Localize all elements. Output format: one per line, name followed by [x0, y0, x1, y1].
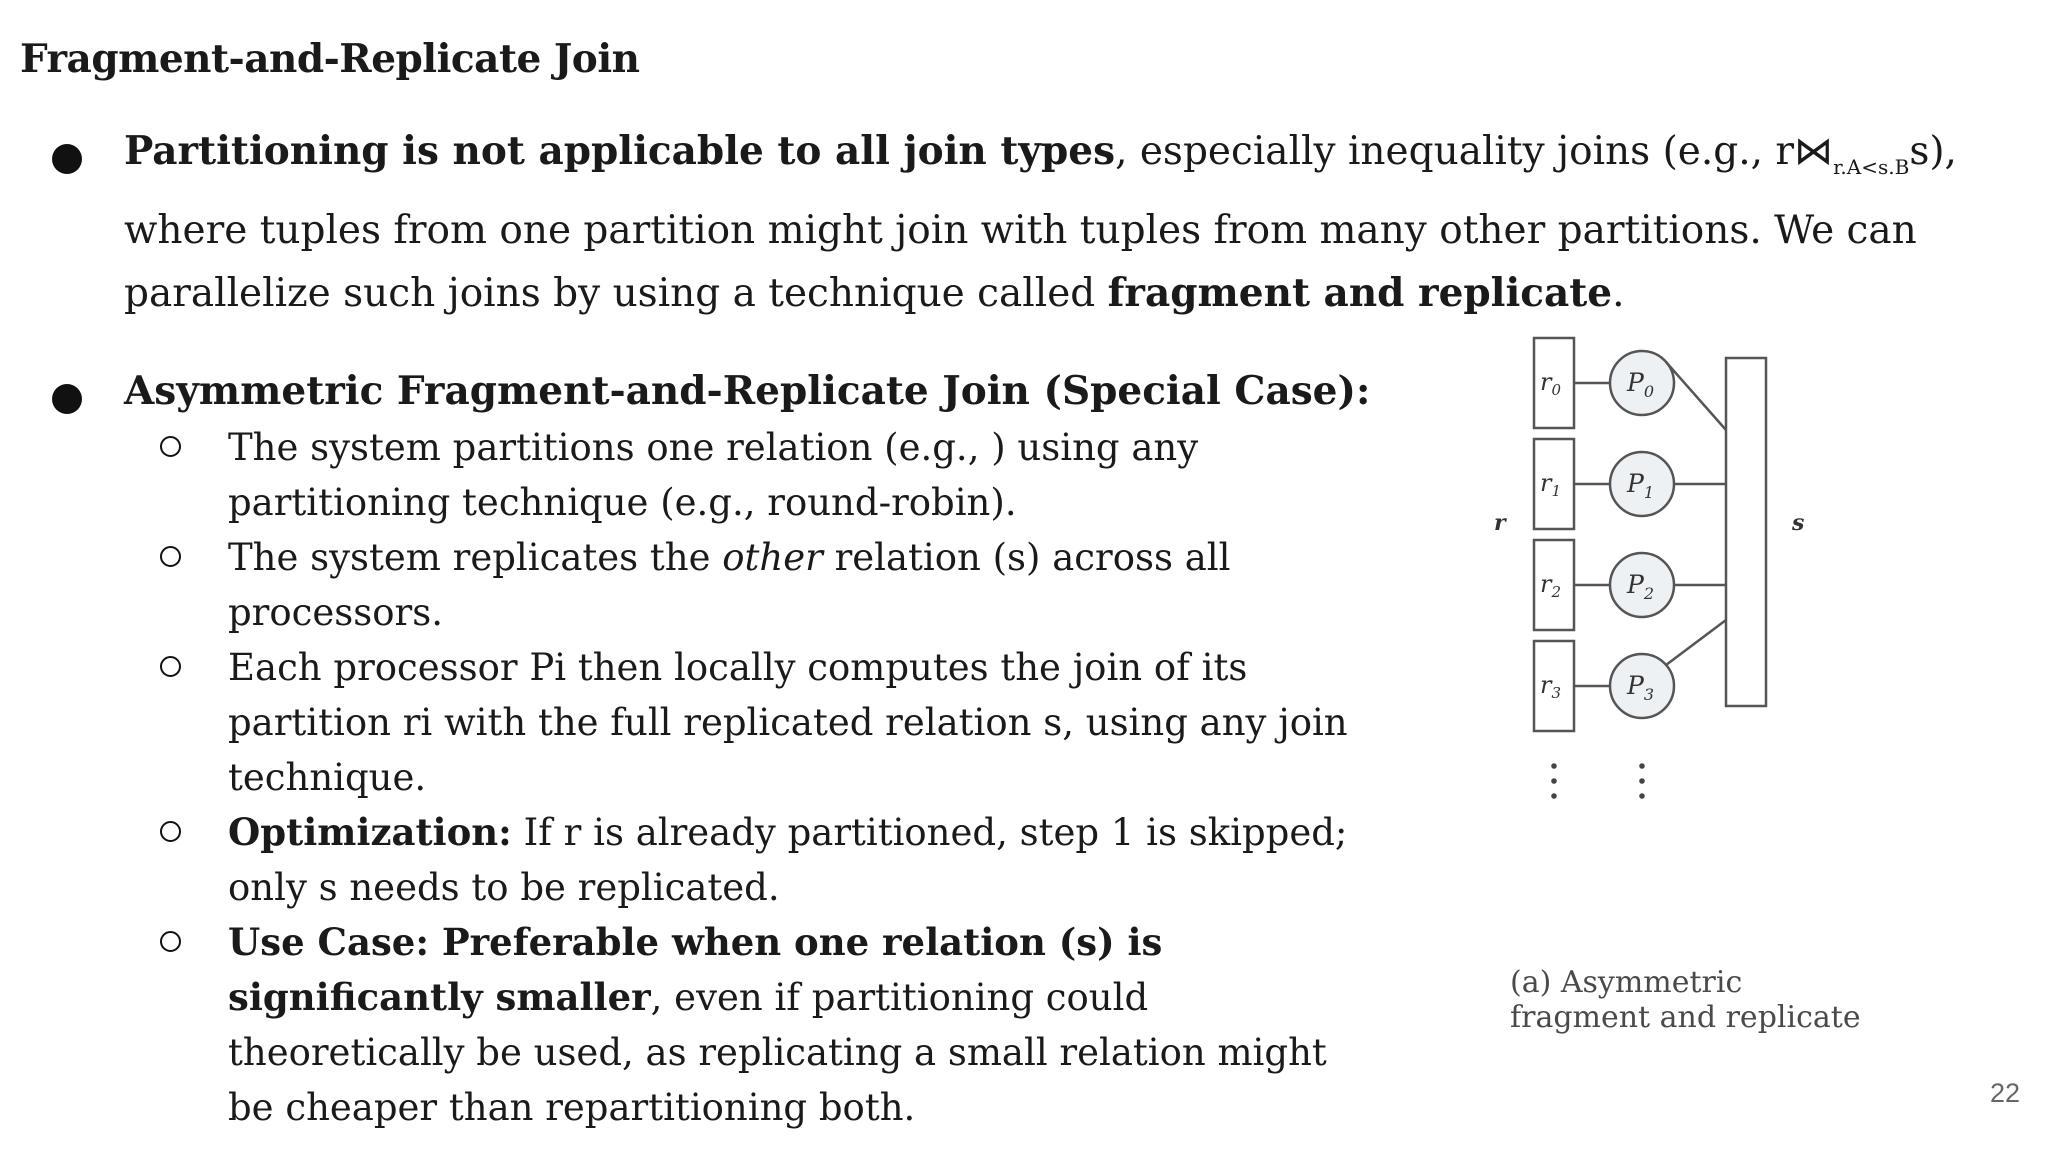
sub-bullet-emphasis: other [722, 536, 823, 579]
fragment-label-r0: $r_0$ [1540, 368, 1562, 399]
sub-bullet-replicate [228, 530, 1378, 640]
bullet-text: , especially inequality joins (e.g., r⋈ [1115, 129, 1834, 174]
sub-bullet-circle [160, 931, 181, 952]
fragment-label-r3: $r_3$ [1540, 671, 1562, 702]
replicated-relation-box [1726, 358, 1766, 706]
sub-bullet-list [228, 420, 1378, 1135]
fragment-label-r1: $r_1$ [1540, 469, 1562, 500]
sub-bullet-circle [160, 821, 181, 842]
continuation-ellipsis [1551, 763, 1645, 799]
caption-line: fragment and replicate [1510, 1000, 1861, 1035]
sub-bullet-optimization [228, 805, 1378, 915]
sub-bullet-text: Each processor Pi then locally computes the join of its partition ri with the full replicated relation s, using any join technique. [228, 646, 1348, 799]
relation-label-r: r [1494, 510, 1506, 536]
relation-label-s: s [1792, 510, 1805, 536]
bullet-dot [52, 144, 82, 174]
sub-bullet-text: The system partitions one relation (e.g., ) using any partitioning technique (e.g., round-robin). [228, 426, 1199, 524]
connector-p3-s [1666, 620, 1726, 665]
sub-bullet-bold-lead: Use Case: Preferable when one relation (s) is significantly smaller [228, 920, 1163, 1019]
sub-bullet-bold-lead: Optimization: [228, 810, 512, 854]
sub-bullet-circle [160, 656, 181, 677]
bullet-bold-term: fragment and replicate [1107, 270, 1613, 316]
sub-bullet-text: relation (s) across all processors. [228, 536, 1231, 634]
bullet-dot [52, 384, 82, 414]
page-title: Fragment-and-Replicate Join [20, 36, 640, 82]
sub-bullet-partition [228, 420, 1378, 530]
sub-bullet-text: , even if partitioning could theoretically be used, as replicating a small relation might be cheaper than repartitioning both. [228, 976, 1327, 1129]
fragment-replicate-diagram [1480, 320, 1820, 820]
page-number: 22 [1989, 1078, 2020, 1108]
diagram-caption [1510, 965, 1861, 1035]
sub-bullet-text: The system replicates the [228, 536, 723, 579]
bullet-bold-lead: Partitioning is not applicable to all join types [124, 128, 1116, 174]
processor-label-p2: $P_2$ [1627, 570, 1655, 603]
sub-bullet-local-join [228, 640, 1378, 805]
bullet-heading: Asymmetric Fragment-and-Replicate Join (Special Case): [124, 368, 1371, 414]
fragment-label-r2: $r_2$ [1540, 570, 1562, 601]
caption-line: (a) Asymmetric [1510, 965, 1743, 1000]
sub-bullet-circle [160, 436, 181, 457]
bullet-text: . [1612, 271, 1625, 316]
processor-label-p3: $P_3$ [1627, 671, 1655, 704]
sub-bullet-circle [160, 546, 181, 567]
sub-bullet-text: If r is already partitioned, step 1 is skipped; only s needs to be replicated. [228, 811, 1348, 909]
processor-label-p0: $P_0$ [1627, 368, 1655, 401]
processor-label-p1: $P_1$ [1627, 469, 1655, 502]
bullet-text: s), where tuples from one partition might join with tuples from many other partitions. We can parallelize such joins by using a technique called [124, 129, 1957, 316]
bullet-partitioning [124, 120, 2004, 325]
join-condition-subscript: r.A<s.B [1833, 155, 1910, 179]
sub-bullet-use-case [228, 915, 1378, 1135]
connector-p0-s [1666, 362, 1726, 430]
